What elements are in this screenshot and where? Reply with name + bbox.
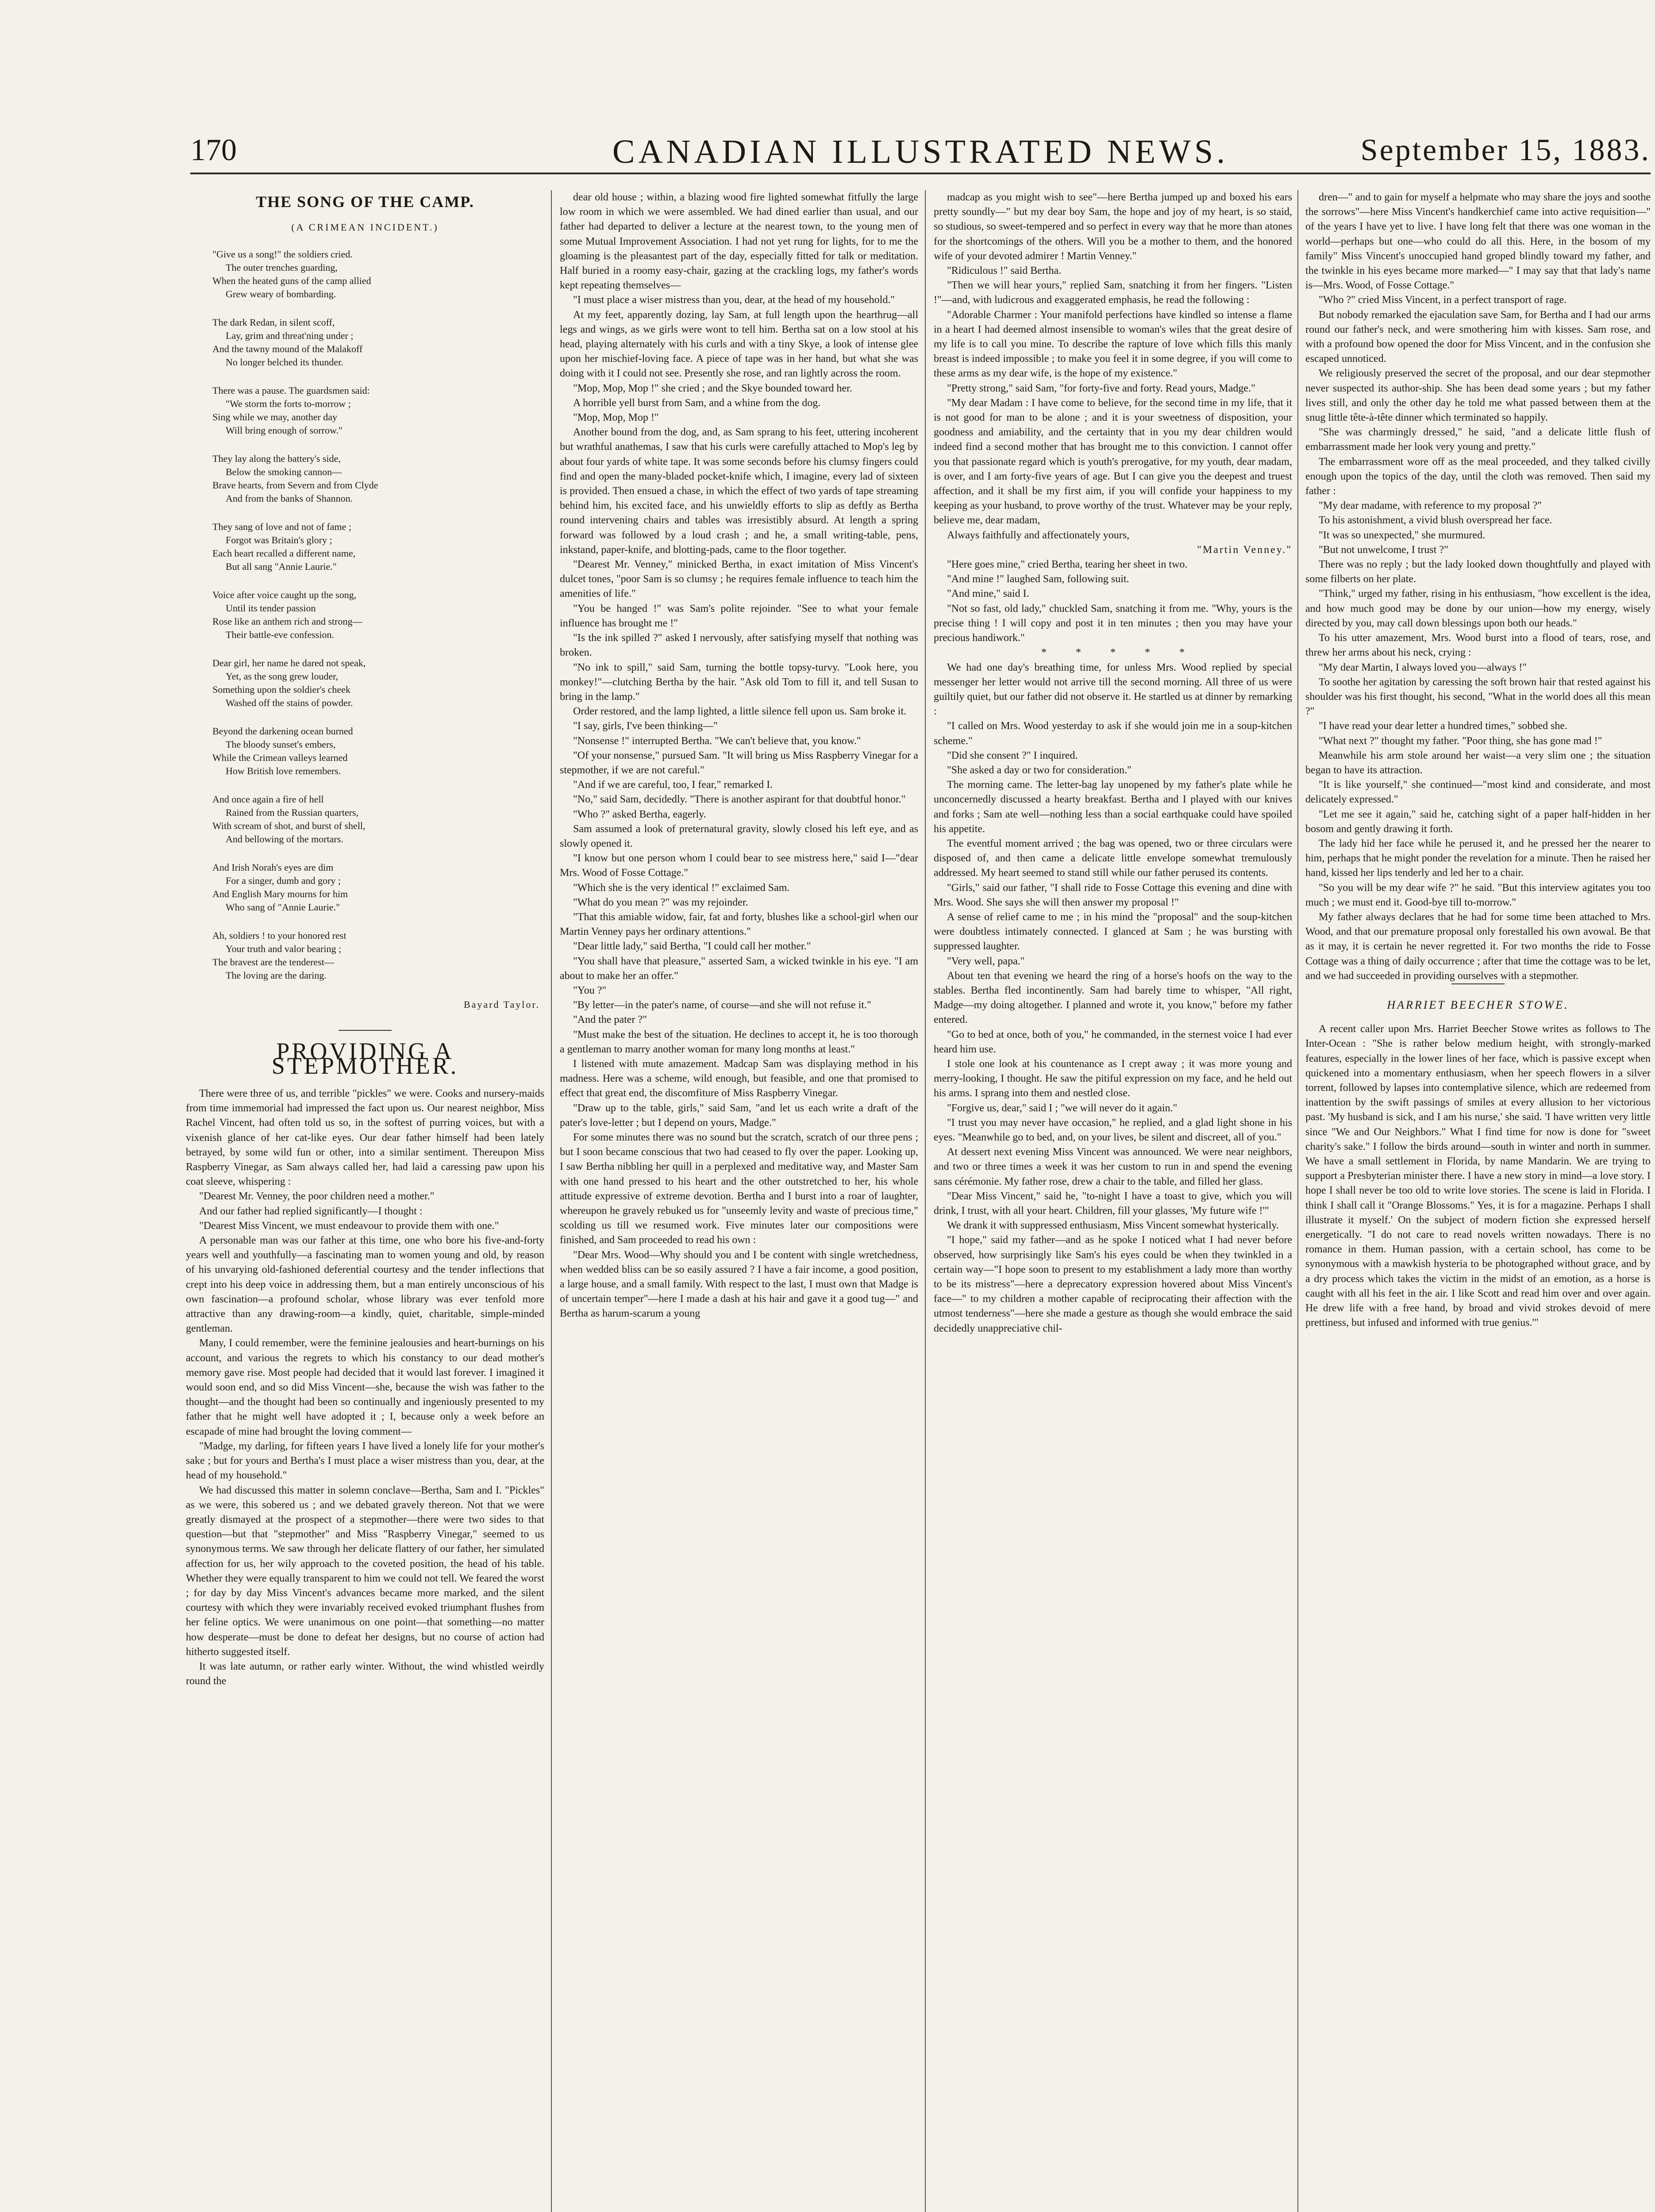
poem-line: While the Crimean valleys learned [212, 752, 348, 764]
poem-line: The dark Redan, in silent scoff, [212, 317, 335, 328]
paragraph: There were three of us, and terrible "pickles" we were. Cooks and nursery-maids from time immemorial had impressed the fact upon us. Our nearest neighbor, Miss Rachel Vincent, had often told us so, in the softest of purring voices, but with a vixenish glance of her cat-like eyes. Our dear father himself had been lately betrayed, by some wild fun or other, into a similar sentiment. Thereupon Miss Raspberry Vinegar, as Sam always called her, had laid a caressing paw upon his coat sleeve, whispering : [186, 1088, 544, 1188]
poem-stanza [212, 793, 544, 846]
poem-line: Something upon the soldier's cheek [212, 684, 350, 695]
paragraph: It was late autumn, or rather early winter. Without, the wind whistled weirdly round the [186, 1660, 544, 1687]
poem-line: And once again a fire of hell [212, 794, 324, 805]
poem-line: How British love remembers. [226, 765, 341, 777]
paragraph: "Who ?" asked Bertha, eagerly. [573, 808, 706, 820]
paragraph: Always faithfully and affectionately yours, [947, 529, 1130, 541]
paragraph: There was no reply ; but the lady looked down thoughtfully and played with some filberts on her plate. [1305, 559, 1651, 585]
poem-line: Ah, soldiers ! to your honored rest [212, 930, 346, 941]
paragraph: The morning came. The letter-bag lay unopened by my father's plate while he unconcernedly discussed a hearty breakfast. Bertha and I played with our knives and forks ; Sam ate well—nothing less than a social earthquake could have spoiled his appetite. [934, 779, 1292, 835]
paragraph: dren—" and to gain for myself a helpmate who may share the joys and soothe the sorrows"—here Miss Vincent's handkerchief came into active requisition—" of the years I have yet to live. I have long felt that there was one woman in the world—perhaps but one—who could do all this. Here, in the bosom of my family" Miss Vincent's unoccupied hand groped blindly toward my father, and the twinkle in his eyes became more marked—" I may say that that lady's name is—Mrs. Wood, of Fosse Cottage." [1305, 192, 1651, 292]
paragraph: To his astonishment, a vivid blush overspread her face. [1319, 515, 1552, 526]
paragraph: dear old house ; within, a blazing wood fire lighted somewhat fitfully the large low room in which we were assembled. We had dined earlier than usual, and our father had departed to deliver a lecture at the nearest town, to the young men of some Mutual Improvement Association. I had not yet rung for lights, for to me the gloaming is the pleasantest part of the day, especially fitted for talk or meditation. Half buried in a roomy easy-chair, gazing at the crackling logs, my father's words kept repeating themselves— [560, 192, 918, 292]
paragraph: Order restored, and the lamp lighted, a little silence fell upon us. Sam broke it. [573, 706, 907, 718]
paragraph: We religiously preserved the secret of the proposal, and our dear stepmother never suspected its author-ship. She has been dead some years ; but my father lives still, and only the other day he told me what passed between them at the snug little tête-à-tête dinner which terminated so happily. [1305, 368, 1651, 424]
poem-line: Their battle-eve confession. [226, 629, 334, 641]
paragraph: We had discussed this matter in solemn conclave—Bertha, Sam and I. "Pickles" as we were, this sobered us ; and we debated gravely thereon. Not that we were greatly dismayed at the prospect of a stepmother—there were two sides to that question—but that "stepmother" and Miss "Raspberry Vinegar," seemed to us synonymous terms. We saw through her delicate flattery of our father, her simulated affection for us, her wily approach to the coveted position, the head of his table. Whether they were equally transparent to him we could not tell. We feared the worst ; for day by day Miss Vincent's advances became more marked, and the silent courtesy with which they were invariably received evoked triumphant flushes from her feline optics. We were unanimous on one point—that something—no matter how desperate—must be done to defeat her designs, but no course of action had hitherto suggested itself. [186, 1484, 544, 1658]
poem-line: Washed off the stains of powder. [226, 697, 353, 709]
column-2 [560, 190, 918, 2212]
paragraph: "My dear Martin, I always loved you—always !" [1319, 661, 1527, 673]
paragraph: "Must make the best of the situation. He declines to accept it, he is too thorough a gentleman to marry another woman for many long months at least." [560, 1029, 918, 1055]
poem-line: When the heated guns of the camp allied [212, 275, 371, 287]
paragraph: "She asked a day or two for consideration." [947, 764, 1132, 776]
poem-line: "Give us a song!" the soldiers cried. [212, 249, 353, 260]
paragraph: madcap as you might wish to see"—here Bertha jumped up and boxed his ears pretty soundly—" but my dear boy Sam, the hope and joy of my heart, is so staid, so studious, so sweet-tempered and so perfect in every way that he more than atones for the shortcomings of the others. Will you be a mother to them, and the honored wife of your devoted admirer ! Martin Venney." [934, 192, 1292, 262]
page-number: 170 [190, 133, 237, 167]
paragraph: I stole one look at his countenance as I crept away ; it was more young and merry-looking, I thought. He saw the pitiful expression on my face, and he held out his arms. I sprang into them and nestled close. [934, 1058, 1292, 1099]
poem-line: Dear girl, her name he dared not speak, [212, 657, 366, 669]
paragraph: "Dear little lady," said Bertha, "I could call her mother." [573, 941, 811, 952]
stowe-title: HARRIET BEECHER STOWE. [1387, 998, 1569, 1011]
paragraph: "No ink to spill," said Sam, turning the bottle topsy-turvy. "Look here, you monkey!"—clutching Bertha by the hair. "Ask old Tom to fill it, and tell Susan to bring in the lamp." [560, 661, 918, 703]
poem-stanza [212, 316, 544, 369]
poem-line: But all sang "Annie Laurie." [226, 561, 337, 572]
poem-line: And Irish Norah's eyes are dim [212, 862, 334, 873]
paragraph: Another bound from the dog, and, as Sam sprang to his feet, uttering incoherent but wrathful anathemas, I saw that his curls were carefully attached to Mop's leg by about four yards of white tape. It was some seconds before his clumsy fingers could find and open the many-bladed pocket-knife which, I imagine, every lad of sixteen is provided. Then ensued a chase, in which the effect of two yards of tape streaming behind him, his excited face, and his unwieldly efforts to slip as deftly as Bertha round intervening chairs and tables was irresistibly absurd. At length a spring forward was followed by a loud crash ; and he, a small writing-table, pens, inkstand, paper-knife, and blotting-pads, came to the floor together. [560, 426, 918, 556]
poem-stanza [212, 452, 544, 505]
page-header [190, 133, 1651, 174]
paragraph: "I must place a wiser mistress than you, dear, at the head of my household." [573, 294, 895, 306]
paragraph: "Is the ink spilled ?" asked I nervously, after satisfying myself that nothing was broken. [560, 632, 918, 659]
paragraph: "What next ?" thought my father. "Poor thing, she has gone mad !" [1319, 735, 1602, 747]
section-divider [1451, 983, 1505, 984]
paragraph: At dessert next evening Miss Vincent was announced. We were near neighbors, and two or three times a week it was her custom to run in and spend the evening sans cérémonie. My father rose, drew a chair to the table, and filled her glass. [934, 1146, 1292, 1187]
stowe-text [1305, 1022, 1651, 1330]
poem-line: And from the banks of Shannon. [226, 493, 353, 504]
paragraph: "My dear madame, with reference to my proposal ?" [1319, 500, 1542, 512]
paragraph: The lady hid her face while he perused it, and he pressed her the nearer to him, perhaps that he might ponder the revelation for a minute. Then he raised her hand, kissed her lips tenderly and led her to a chair. [1305, 837, 1651, 879]
paragraph: "Dearest Mr. Venney," minicked Bertha, in exact imitation of Miss Vincent's dulcet tones, "poor Sam is so clumsy ; he requires female influence to teach him the amenities of life." [560, 559, 918, 600]
poem-stanza [212, 725, 544, 778]
paragraph: "Of your nonsense," pursued Sam. "It will bring us Miss Raspberry Vinegar for a stepmother, if we are not careful." [560, 749, 918, 776]
poem-line: The bravest are the tenderest— [212, 956, 334, 968]
column-3 [934, 190, 1292, 2212]
paragraph: "Think," urged my father, rising in his enthusiasm, "how excellent is the idea, and how much good may be done by our union—how my energy, wisely directed by you, may call down blessings upon both our heads." [1305, 588, 1651, 629]
paragraph: "Dearest Miss Vincent, we must endeavour to provide them with one." [199, 1220, 499, 1232]
paragraph: "Nonsense !" interrupted Bertha. "We can't believe that, you know." [573, 735, 861, 747]
poem-line: "We storm the forts to-morrow ; [226, 398, 351, 410]
poem-line: Your truth and valor bearing ; [226, 943, 342, 955]
paragraph: "You ?" [573, 984, 607, 996]
paragraph: "What do you mean ?" was my rejoinder. [573, 896, 748, 908]
column-1 [186, 190, 544, 2212]
poem-line: Grew weary of bombarding. [226, 288, 336, 300]
paragraph: My father always declares that he had for some time been attached to Mrs. Wood, and that our premature proposal only forestalled his own avowal. Be that as it may, it is certain he never regretted it. For two months the ride to Fosse Cottage was a thing of daily occurrence ; after that time the cottage was to be let, and we had succeeded in providing ourselves with a stepmother. [1305, 911, 1651, 982]
paragraph: "I called on Mrs. Wood yesterday to ask if she would join me in a soup-kitchen scheme." [934, 720, 1292, 747]
poem-stanza [212, 929, 544, 982]
paragraph: "Girls," said our father, "I shall ride to Fosse Cottage this evening and dine with Mrs. Wood. She says she will then answer my proposal !" [934, 882, 1292, 908]
paragraph: "Not so fast, old lady," chuckled Sam, snatching it from me. "Why, yours is the precise thing ! I will copy and post it in ten minutes ; then you may have your precious handiwork." [934, 603, 1292, 644]
paragraph: "You be hanged !" was Sam's polite rejoinder. "See to what your female influence has brought me !" [560, 603, 918, 629]
paragraph: "Adorable Charmer : Your manifold perfections have kindled so intense a flame in a heart I had deemed almost insensible to woman's wiles that the great desire of my life is to call you mine. To describe the rapture of love which fills this manly breast is indeed impossible ; to make you feel it in some degree, if you will come to these arms as my dear wife, is the hope of my existence." [934, 309, 1292, 380]
paragraph: "Dear Mrs. Wood—Why should you and I be content with single wretchedness, when wedded bliss can be so easily assured ? I have a fair income, a good position, a large house, and a small family. With respect to the last, I must own that Madge is of uncertain temper"—here I made a dash at his hair and gave it a good tug—" and Bertha as harum-scarum a young [560, 1249, 918, 1320]
story-text-col2 [560, 190, 918, 1321]
poem-subtitle: (A CRIMEAN INCIDENT.) [291, 222, 439, 233]
section-divider [339, 1030, 392, 1031]
poem-line: Forgot was Britain's glory ; [226, 534, 332, 546]
paragraph: "Dearest Mr. Venney, the poor children need a mother." [199, 1190, 435, 1202]
poem-line: With scream of shot, and burst of shell, [212, 820, 366, 832]
poem-stanza [212, 657, 544, 710]
paragraph: "Draw up to the table, girls," said Sam, "and let us each write a draft of the pater's love-letter ; but I depend on yours, Madge." [560, 1102, 918, 1129]
paragraph: "But not unwelcome, I trust ?" [1319, 544, 1448, 556]
paragraph: "My dear Madam : I have come to believe, for the second time in my life, that it is not good for man to be alone ; and it is your sweetness of disposition, your goodness and amiability, and the certainty that in you my dear children would indeed find a second mother that has brought me to this conviction. I cannot offer you that passionate regard which is youth's prerogative, for my youth, dear madam, is over, and I am forty-five years of age. But I can give you the deepest and truest affection, and it shall be my first aim, if you will confide your happiness to my keeping as your husband, to prove worthy of the trust. Whatever may be your reply, believe me, dear madam, [934, 397, 1292, 526]
poem-line: Each heart recalled a different name, [212, 548, 356, 559]
issue-date: September 15, 1883. [1360, 133, 1651, 167]
paragraph: "Go to bed at once, both of you," he commanded, in the sternest voice I had ever heard him use. [934, 1029, 1292, 1055]
story-text-col4 [1305, 190, 1651, 983]
poem-line: The bloody sunset's embers, [226, 739, 336, 750]
poem-line: And bellowing of the mortars. [226, 833, 343, 845]
paragraph: Many, I could remember, were the feminine jealousies and heart-burnings on his account, and various the regrets to which his constancy to our dead mother's memory gave rise. Most people had decided that it would last forever. I imagined it would soon end, and so did Miss Vincent—she, because the wish was father to the thought—and the thought had been so continually and ingeniously presented to my father that he might well have adopted it ; I, because only a week before an escapade of mine had brought the loving comment— [186, 1337, 544, 1437]
paragraph: About ten that evening we heard the ring of a horse's hoofs on the way to the stables. Bertha fled incontinently. Sam had barely time to whisper, "All right, Madge—my doing altogether. I planned and wrote it, you know," before my father entered. [934, 970, 1292, 1026]
paragraph: A sense of relief came to me ; in his mind the "proposal" and the soup-kitchen were doubtless intimately connected. I glanced at Sam ; he was bursting with suppressed laughter. [934, 911, 1292, 952]
paragraph: "By letter—in the pater's name, of course—and she will not refuse it." [573, 999, 871, 1011]
poem-line: Below the smoking cannon— [226, 466, 342, 478]
poem-body [186, 248, 544, 982]
story-text-col3 [934, 190, 1292, 1336]
paragraph: "Ridiculous !" said Bertha. [947, 265, 1062, 277]
poem-line: Brave hearts, from Severn and from Clyde [212, 480, 378, 491]
paragraph: "Madge, my darling, for fifteen years I have lived a lonely life for your mother's sake ; but for yours and Bertha's I must place a wiser mistress than you, dear, at the head of my household." [186, 1440, 544, 1482]
poem-line: The outer trenches guarding, [226, 262, 338, 273]
story-text-col1 [186, 1087, 544, 1689]
paragraph: "It is like yourself," she continued—"most kind and considerate, and most delicately expressed." [1305, 779, 1651, 806]
poem-line: Lay, grim and threat'ning under ; [226, 330, 354, 342]
poem-author: Bayard Taylor. [463, 999, 540, 1010]
paragraph: For some minutes there was no sound but the scratch, scratch of our three pens ; but I soon became conscious that two had ceased to fly over the paper. Looking up, I saw Bertha nibbling her quill in a perplexed and meditative way, and Master Sam with one hand pressed to his heart and the other outstretched to her, his whole attitude expressive of extreme devotion. Bertha and I burst into a roar of laughter, whereupon he gravely rebuked us for "unseemly levity and waste of precious time," scolding us till we resumed work. Five minutes later our compositions were finished, and Sam proceeded to read his own : [560, 1132, 918, 1246]
poem-line: The loving are the daring. [226, 970, 327, 981]
paragraph: "Did she consent ?" I inquired. [947, 749, 1078, 761]
poem-line: They lay along the battery's side, [212, 453, 341, 465]
paragraph: "No," said Sam, decidedly. "There is another aspirant for that doubtful honor." [573, 794, 906, 806]
paragraph: A personable man was our father at this time, one who bore his five-and-forty years well and youthfully—a fascinating man to women young and old, by reason of his unvarying old-fashioned deferential courtesy and the tender inflections that crept into his deep voice in addressing them, but a man entirely unconscious of his own fascination—a profound scholar, whose library was ever tenfold more attractive than any drawing-room—a kindly, quiet, charitable, simple-minded gentleman. [186, 1235, 544, 1335]
poem-line: And English Mary mourns for him [212, 888, 348, 900]
column-rule [551, 190, 552, 2212]
poem-line: Beyond the darkening ocean burned [212, 726, 353, 737]
paragraph: We drank it with suppressed enthusiasm, Miss Vincent somewhat hysterically. [947, 1220, 1279, 1232]
paragraph: We had one day's breathing time, for unless Mrs. Wood replied by special messenger her letter would not arrive till the second morning. All three of us were guiltily quiet, but our father did not observe it. He startled us at dinner by remarking : [934, 661, 1292, 718]
paragraph: "You shall have that pleasure," asserted Sam, a wicked twinkle in his eye. "I am about to make her an offer." [560, 955, 918, 982]
paragraph: To his utter amazement, Mrs. Wood burst into a flood of tears, rose, and threw her arms about his neck, crying : [1305, 632, 1651, 659]
paragraph: "And if we are careful, too, I fear," remarked I. [573, 779, 773, 791]
poem-line: Rose like an anthem rich and strong— [212, 616, 362, 627]
masthead: CANADIAN ILLUSTRATED NEWS. [612, 133, 1229, 170]
paragraph: A recent caller upon Mrs. Harriet Beecher Stowe writes as follows to The Inter-Ocean : "She is rather below medium height, with strongly-marked features, especially in the lower lines of her face, which is passive except when quickened into a momentary enthusiasm, when her speech flowers in a silver torrent, followed by lapses into contemplative silence, which are redeemed from inattention by the swift passings of smiles at every allusion to her victorious past. 'My husband is sick, and I am his nurse,' she said. 'I have written very little since "We and Our Neighbors." What I find time for now is done for "sweet charity's sake." I follow the birds around—south in winter and north in summer. We have a small settlement in Florida, by name Mandarin. We are trying to support a Presbyterian minister there. I have a new story in mind—a love story. I hope I shall never be too old to write love stories. The scene is laid in Florida. I think I shall call it "Orange Blossoms." Yes, it is for a magazine. Perhaps I shall illustrate it myself.' On the subject of modern fiction she expressed herself energetically. "I do not care to read novels written nowadays. There is no romance in them. Human passion, with a certain school, has come to be synonymous with a mawkish hysteria to be photographed without grace, and by a dry process which takes the victim in the midst of an emotion, as a horse is caught with all his feet in the air. I like Scott and read him over and over again. He drew life with a free hand, by broad and vivid strokes devoid of mere prettiness, but infused and informed with true genius.'" [1305, 1023, 1651, 1329]
paragraph: "I know but one person whom I could bear to see mistress here," said I—"dear Mrs. Wood of Fosse Cottage." [560, 853, 918, 879]
paragraph: "I have read your dear letter a hundred times," sobbed she. [1319, 720, 1568, 732]
column-4 [1305, 190, 1651, 2212]
paragraph: "Pretty strong," said Sam, "for forty-five and forty. Read yours, Madge." [947, 382, 1255, 394]
paragraph: "Mop, Mop, Mop !" she cried ; and the Skye bounded toward her. [573, 382, 852, 394]
poem-line: Until its tender passion [226, 603, 316, 614]
poem-line: There was a pause. The guardsmen said: [212, 385, 370, 396]
poem-stanza [212, 588, 544, 641]
poem-stanza [212, 520, 544, 573]
poem-line: They sang of love and not of fame ; [212, 521, 352, 533]
paragraph: "She was charmingly dressed," he said, "and a delicate little flush of embarrassment made her look very young and pretty." [1305, 426, 1651, 453]
poem-stanza [212, 861, 544, 914]
paragraph: A horrible yell burst from Sam, and a whine from the dog. [573, 397, 821, 409]
poem-line: Sing while we may, another day [212, 411, 338, 423]
story-title: PROVIDING A STEPMOTHER. [271, 1037, 459, 1079]
paragraph: At my feet, apparently dozing, lay Sam, at full length upon the hearthrug—all legs and wings, as we girls were wont to tell him. Bertha sat on a low stool at his head, playing alternately with his curls and with a tiny Skye, a look of intense glee upon her mischief-loving face. A piece of tape was in her hand, but what she was doing with it I could not see. Presently she rose, and ran lightly across the room. [560, 309, 918, 380]
paragraph: "Forgive us, dear," said I ; "we will never do it again." [947, 1102, 1178, 1114]
paragraph: "Very well, papa." [947, 955, 1025, 967]
paragraph: "That this amiable widow, fair, fat and forty, blushes like a school-girl when our Martin Venney pays her ordinary attentions." [560, 911, 918, 938]
poem-line: Yet, as the song grew louder, [226, 671, 339, 682]
poem-stanza [212, 384, 544, 437]
paragraph: "I say, girls, I've been thinking—" [573, 720, 718, 732]
paragraph: I listened with mute amazement. Madcap Sam was displaying method in his madness. Here was a scheme, wild enough, but feasible, and one that promised to effect that great end, the discomfiture of Miss Raspberry Vinegar. [560, 1058, 918, 1099]
poem-line: Will bring enough of sorrow." [226, 425, 343, 436]
poem-line: For a singer, dumb and gory ; [226, 875, 341, 887]
paragraph: Sam assumed a look of preternatural gravity, slowly closed his left eye, and as slowly opened it. [560, 823, 918, 849]
paragraph: The eventful moment arrived ; the bag was opened, two or three circulars were disposed of, and then came a delicate little envelope somewhat tremulously addressed. My heart seemed to stand still while our father perused its contents. [934, 837, 1292, 879]
paragraph: "It was so unexpected," she murmured. [1319, 529, 1486, 541]
paragraph: "And the pater ?" [573, 1014, 647, 1026]
paragraph: The embarrassment wore off as the meal proceeded, and they talked civilly enough upon the topics of the day, until the cloth was removed. Then said my father : [1305, 456, 1651, 497]
poem-line: And the tawny mound of the Malakoff [212, 343, 363, 355]
poem-line: Who sang of "Annie Laurie." [226, 902, 340, 913]
paragraph: "Dear Miss Vincent," said he, "to-night I have a toast to give, which you will drink, I trust, with all your heart. Children, fill your glasses, 'My future wife !'" [934, 1190, 1292, 1217]
paragraph: But nobody remarked the ejaculation save Sam, for Bertha and I had our arms round our father's neck, and were smothering him with kisses. Sam rose, and with a profound bow opened the door for Miss Vincent, and in the confusion she escaped unnoticed. [1305, 309, 1651, 365]
paragraph: "Martin Venney." [1197, 544, 1292, 556]
paragraph: "Mop, Mop, Mop !" [573, 412, 659, 424]
paragraph: "I trust you may never have occasion," he replied, and a glad light shone in his eyes. "Meanwhile go to bed, and, on your lives, be silent and discreet, all of you." [934, 1117, 1292, 1143]
poem-line: No longer belched its thunder. [226, 357, 343, 368]
paragraph: "Who ?" cried Miss Vincent, in a perfect transport of rage. [1319, 294, 1567, 306]
paragraph: "Then we will hear yours," replied Sam, snatching it from her fingers. "Listen !"—and, with ludicrous and exaggerated emphasis, he read the following : [934, 280, 1292, 306]
poem-line: Rained from the Russian quarters, [226, 807, 358, 818]
paragraph: "Here goes mine," cried Bertha, tearing her sheet in two. [947, 559, 1188, 571]
paragraph: And our father had replied significantly—I thought : [199, 1205, 423, 1217]
paragraph: "So you will be my dear wife ?" he said. "But this interview agitates you too much ; we must end it. Good-bye till to-morrow." [1305, 882, 1651, 908]
paragraph: "Let me see it again," said he, catching sight of a paper half-hidden in her bosom and gently drawing it forth. [1305, 808, 1651, 835]
column-rule [1297, 190, 1298, 2212]
poem-line: Voice after voice caught up the song, [212, 589, 357, 601]
column-rule [925, 190, 926, 2212]
paragraph: "And mine," said I. [947, 588, 1029, 600]
poem-stanza [212, 248, 544, 301]
paragraph: "And mine !" laughed Sam, following suit. [947, 573, 1129, 585]
paragraph: "I hope," said my father—and as he spoke I noticed what I had never before observed, how surprisingly like Sam's his eyes could be when they twinkled in a certain way—"I hope soon to present to my establishment a lady more than worthy to be its mistress"—here a deprecatory expression hovered about Miss Vincent's face—" to my children a mother capable of reciprocating their affection with the utmost tenderness"—here she made a gesture as though she would embrace the said decidedly unappreciative chil- [934, 1234, 1292, 1334]
poem-title: THE SONG OF THE CAMP. [256, 193, 474, 211]
paragraph: "Which she is the very identical !" exclaimed Sam. [573, 882, 790, 894]
paragraph: To soothe her agitation by caressing the soft brown hair that rested against his shoulder was his first thought, his second, "What in the world does all this mean ?" [1305, 676, 1651, 718]
paragraph: * * * * * [1041, 647, 1198, 659]
paragraph: Meanwhile his arm stole around her waist—a very slim one ; the situation began to have its attraction. [1305, 749, 1651, 776]
